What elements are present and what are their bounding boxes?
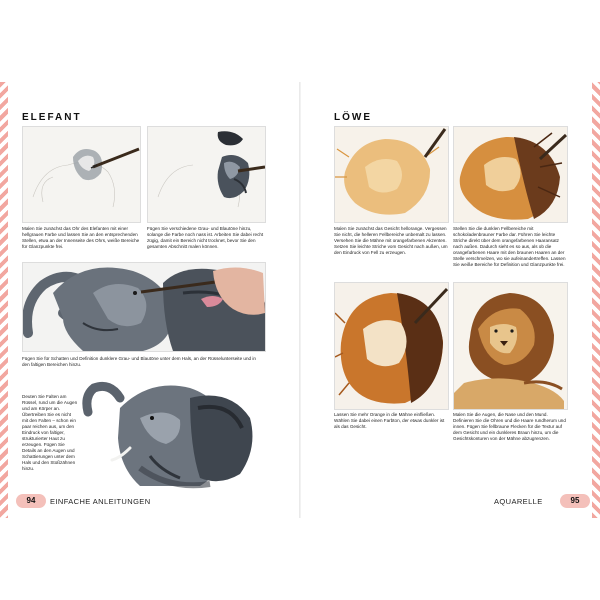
book-gutter: [299, 82, 301, 518]
page-number-right: 95: [560, 494, 590, 508]
lion-step3-illustration: [335, 283, 448, 409]
lion-step4-caption: Malen Sie die Augen, die Nase und den Mund. Definieren Sie die Ohren und die Haare rundherum und innen. Fügen Sie fellbraune Flecken für die Textur auf dem Gesicht und ein dunkleres Braun hinzu, um die Gesichtskonturen von der Mähne abzugrenzen.: [453, 412, 566, 441]
elephant-step2-caption: Fügen Sie verschiedene Grau- und Blautöne hinzu, solange die Farbe noch nass ist. Arbeiten Sie dabei recht zügig, damit ein Bereich nicht trocknet, bevor Sie den gesamten Abschnitt malen können.: [147, 226, 264, 249]
right-page-edge-pattern: [592, 82, 600, 518]
lion-step1-caption: Malen Sie zunächst das Gesicht hellorange. Vergessen Sie nicht, die helleren Fellbereiche unbemalt zu lassen. Versehen Sie die Mähne mit orangefarbenen Akzenten. Setzen Sie leichte Striche vom Gesicht nach außen, um den Eindruck von Fell zu erzeugen.: [334, 226, 448, 255]
footer-label-right: AQUARELLE: [494, 497, 543, 506]
lion-step2-illustration: [454, 127, 567, 222]
footer-label-left: EINFACHE ANLEITUNGEN: [50, 497, 151, 506]
elephant-step2-illustration: [148, 127, 265, 222]
loewe-heading: LÖWE: [334, 112, 372, 123]
left-page-edge-pattern: [0, 82, 8, 518]
elephant-step1-illustration: [23, 127, 140, 222]
lion-step3-caption: Lassen Sie mehr Orange in die Mähne einfließen. Wählen Sie dabei einen Farbton, der etwas dunkler ist als das Gesicht.: [334, 412, 445, 429]
lion-final-photo: [453, 282, 568, 410]
elephant-step3-illustration: [23, 263, 265, 351]
lion-step3-photo: [334, 282, 449, 410]
elephant-step3-photo: [22, 262, 266, 352]
elephant-step1-caption: Malen Sie zunächst das Ohr des Elefanten mit einer hellgrauen Farbe und lassen Sie an den entsprechenden Stellen, etwa an der Innenseite des Ohrs, weiße Bereiche für Glanzpunkte frei.: [22, 226, 140, 249]
book-spread: [0, 82, 600, 518]
page-number-left: 94: [16, 494, 46, 508]
elephant-step4-caption: Deuten Sie Falten am Rüssel, rund um die Augen und am Körper an. Übertreiben Sie es nicht mit den Falten – schon ein paar reichen aus, um den Eindruck von faltiger, strukturierter Haut zu erzeugen. Fügen Sie Details an den Augen und Schattierungen unter dem Hals und den Stoßzähnen hinzu.: [22, 394, 78, 471]
lion-step1-photo: [334, 126, 449, 223]
elephant-step1-photo: [22, 126, 141, 223]
elephant-final-illustration: [80, 378, 260, 490]
lion-final-illustration: [454, 283, 567, 409]
elefant-heading: ELEFANT: [22, 112, 82, 123]
elephant-step2-photo: [147, 126, 266, 223]
elephant-step3-caption: Fügen Sie für Schatten und Definition dunklere Grau- und Blautöne unter dem Hals, an der Rüsselunterseite und in den faltigen Bereichen hinzu.: [22, 356, 256, 367]
lion-step1-illustration: [335, 127, 448, 222]
elephant-final-art: [80, 378, 260, 490]
lion-step2-caption: Stellen Sie die dunklen Fellbereiche mit schokoladenbrauner Farbe dar. Führen Sie leichte Striche direkt über dem orangefarbenen Haaransatz nach außen. Dadurch sieht es so aus, als ob die orangefarbenen Haare mit den braunen Haaren an der Stelle verschmelzen, wo sie aufeinandertreffen. Lassen Sie weiße Bereiche für Definition und Glanzpunkte frei.: [453, 226, 566, 267]
lion-step2-photo: [453, 126, 568, 223]
